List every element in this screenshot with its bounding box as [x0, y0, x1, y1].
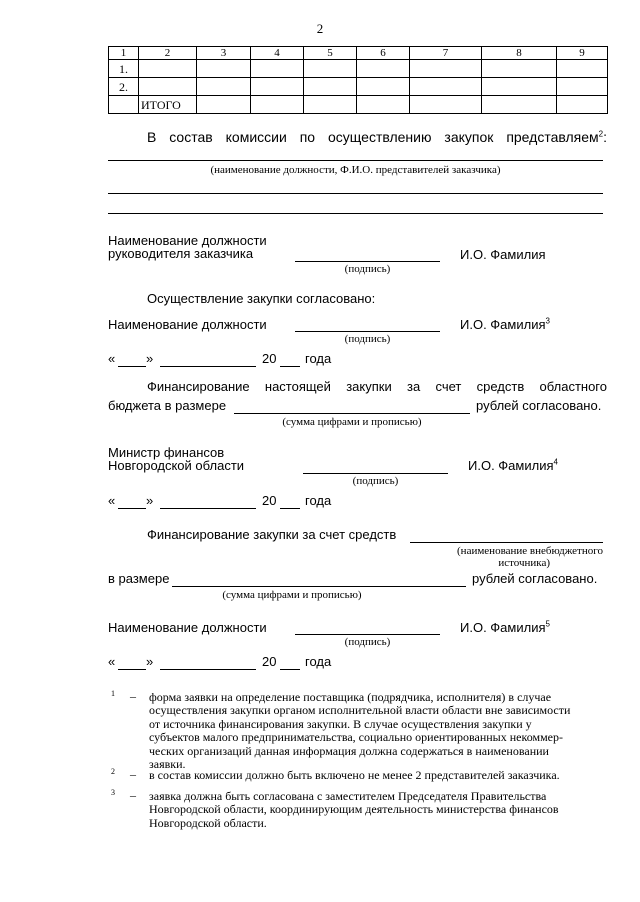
table-cell	[197, 60, 251, 78]
footnote-number: 3	[111, 788, 115, 797]
footnote-line: от источника финансирования закупки. В случае осуществления закупки у	[149, 716, 532, 731]
extra-budget-prefix: в размере	[108, 571, 170, 586]
footnote-ref: 5	[545, 619, 550, 629]
day-field[interactable]	[118, 669, 146, 670]
table-cell	[304, 60, 357, 78]
year-prefix: 20	[262, 654, 277, 669]
table-header-cell: 5	[304, 47, 357, 60]
footnote-line: субъектов малого предпринимательства, социально ориентированных некоммер-	[149, 730, 563, 745]
regional-budget-prefix: бюджета в размере	[108, 398, 227, 413]
minister-signature-caption: (подпись)	[352, 475, 399, 487]
table-cell	[197, 96, 251, 114]
table-cell	[482, 60, 557, 78]
table-cell	[251, 78, 304, 96]
footnote-ref: 4	[553, 457, 558, 467]
table-cell	[557, 78, 608, 96]
table-cell	[139, 60, 197, 78]
extra-budget-source-field[interactable]	[410, 542, 603, 543]
year-prefix: 20	[262, 351, 277, 366]
customer-head-position-line2: руководителя заказчика	[108, 246, 254, 261]
footnote-line: заявка должна быть согласована с заместителем Председателя Правительства	[149, 789, 547, 803]
procurement-table	[108, 46, 608, 114]
final-name-text: И.О. Фамилия	[460, 620, 546, 635]
representatives-line-2[interactable]	[108, 193, 603, 194]
table-cell	[482, 96, 557, 114]
final-signature-line[interactable]	[295, 634, 440, 635]
footnote-text	[149, 769, 619, 782]
month-field[interactable]	[160, 508, 256, 509]
year-suffix: года	[305, 654, 332, 669]
commission-text-tail: :	[603, 129, 607, 145]
extra-budget-line1: Финансирование закупки за счет средств	[147, 527, 397, 542]
table-row	[109, 78, 608, 96]
approval-signature-line[interactable]	[295, 331, 440, 332]
table-header-cell: 8	[482, 47, 557, 60]
approval-name-text: И.О. Фамилия	[460, 317, 546, 332]
day-field[interactable]	[118, 366, 146, 367]
footnote-dash: –	[130, 689, 136, 703]
footnote-line: форма заявки на определение поставщика (подрядчика, исполнителя) в случае	[149, 690, 552, 704]
footnote-line: ческих организаций данная информация должна содержаться в наименовании	[149, 743, 549, 758]
table-cell	[357, 96, 410, 114]
table-header-cell: 9	[557, 47, 608, 60]
table-cell	[357, 60, 410, 78]
approval-signature-caption: (подпись)	[344, 333, 391, 345]
commission-text	[147, 129, 607, 145]
table-cell: 1.	[109, 60, 139, 78]
footnote-dash: –	[130, 788, 136, 802]
footnote-number: 1	[111, 689, 115, 698]
date-close-quote: »	[146, 351, 154, 366]
table-cell	[357, 78, 410, 96]
table-row	[109, 60, 608, 78]
minister-signature-line[interactable]	[303, 473, 448, 474]
table-header-row	[109, 47, 608, 60]
footnote-line: осуществления закупки органом исполнительной власти области вне зависимости	[149, 703, 571, 718]
extra-budget-source-caption-2: источника)	[498, 557, 550, 569]
year-field[interactable]	[280, 366, 300, 367]
footnote-text	[149, 790, 619, 830]
year-field[interactable]	[280, 669, 300, 670]
page-number: 2	[316, 21, 324, 36]
table-cell	[410, 60, 482, 78]
date-line-1	[108, 352, 438, 370]
representatives-caption: (наименование должности, Ф.И.О. представителей заказчика)	[210, 164, 501, 176]
final-name	[460, 621, 550, 636]
table-header-cell: 7	[410, 47, 482, 60]
representatives-line-3[interactable]	[108, 213, 603, 214]
table-cell	[197, 78, 251, 96]
extra-budget-amount-field[interactable]	[172, 586, 466, 587]
extra-budget-amount-caption: (сумма цифрами и прописью)	[222, 589, 362, 601]
customer-head-name: И.О. Фамилия	[460, 247, 546, 262]
table-cell: 2.	[109, 78, 139, 96]
date-close-quote: »	[146, 654, 154, 669]
representatives-line-1[interactable]	[108, 160, 603, 161]
footnote-line: заявки.	[149, 757, 186, 772]
commission-text-body: В состав комиссии по осуществлению закупок представляем	[147, 129, 599, 145]
date-close-quote: »	[146, 493, 154, 508]
final-position: Наименование должности	[108, 620, 267, 635]
table-header-cell: 4	[251, 47, 304, 60]
month-field[interactable]	[160, 366, 256, 367]
approval-name	[460, 318, 550, 333]
customer-head-signature-line[interactable]	[295, 261, 440, 262]
table-header-cell: 6	[357, 47, 410, 60]
footnote-dash: –	[130, 767, 136, 781]
table-cell	[139, 78, 197, 96]
footnote-ref: 3	[545, 316, 550, 326]
table-header-cell: 3	[197, 47, 251, 60]
table-cell	[557, 60, 608, 78]
date-open-quote: «	[108, 654, 116, 669]
year-suffix: года	[305, 493, 332, 508]
table-cell	[410, 78, 482, 96]
table-cell	[482, 78, 557, 96]
month-field[interactable]	[160, 669, 256, 670]
table-total-label: ИТОГО	[139, 96, 197, 114]
minister-title-line1: Министр финансов	[108, 445, 225, 460]
regional-budget-suffix: рублей согласовано.	[476, 398, 602, 413]
footnote-number: 2	[111, 767, 115, 776]
minister-name	[468, 459, 558, 474]
approval-position: Наименование должности	[108, 317, 267, 332]
date-open-quote: «	[108, 351, 116, 366]
date-open-quote: «	[108, 493, 116, 508]
regional-budget-amount-field[interactable]	[234, 413, 470, 414]
table-header-cell: 1	[109, 47, 139, 60]
approval-text: Осуществление закупки согласовано:	[147, 291, 376, 306]
table-cell	[557, 96, 608, 114]
regional-budget-line1: Финансирование настоящей закупки за счет средств областного	[147, 379, 607, 394]
table-total-row	[109, 96, 608, 114]
footnote-line: в состав комиссии должно быть включено не менее 2 представителей заказчика.	[149, 768, 560, 782]
table-cell	[251, 60, 304, 78]
footnote-ref: 2	[598, 129, 604, 139]
year-suffix: года	[305, 351, 332, 366]
extra-budget-suffix: рублей согласовано.	[472, 571, 598, 586]
final-signature-caption: (подпись)	[344, 636, 391, 648]
table-cell	[251, 96, 304, 114]
year-prefix: 20	[262, 493, 277, 508]
table-header-cell: 2	[139, 47, 197, 60]
table-cell	[304, 78, 357, 96]
customer-head-signature-caption: (подпись)	[344, 263, 391, 275]
table-cell	[304, 96, 357, 114]
table-cell	[109, 96, 139, 114]
footnote-text	[149, 691, 619, 772]
date-line-2	[108, 494, 438, 512]
table-cell	[410, 96, 482, 114]
minister-name-text: И.О. Фамилия	[468, 458, 554, 473]
minister-title-line2: Новгородской области	[108, 458, 245, 473]
regional-budget-caption: (сумма цифрами и прописью)	[282, 416, 422, 428]
date-line-3	[108, 655, 438, 673]
customer-head-position-line1: Наименование должности	[108, 233, 267, 248]
year-field[interactable]	[280, 508, 300, 509]
extra-budget-source-caption-1: (наименование внебюджетного	[457, 545, 603, 557]
footnote-line: Новгородской области, координирующим деятельность министерства финансов	[149, 802, 559, 817]
footnote-line: Новгородской области.	[149, 815, 267, 830]
day-field[interactable]	[118, 508, 146, 509]
